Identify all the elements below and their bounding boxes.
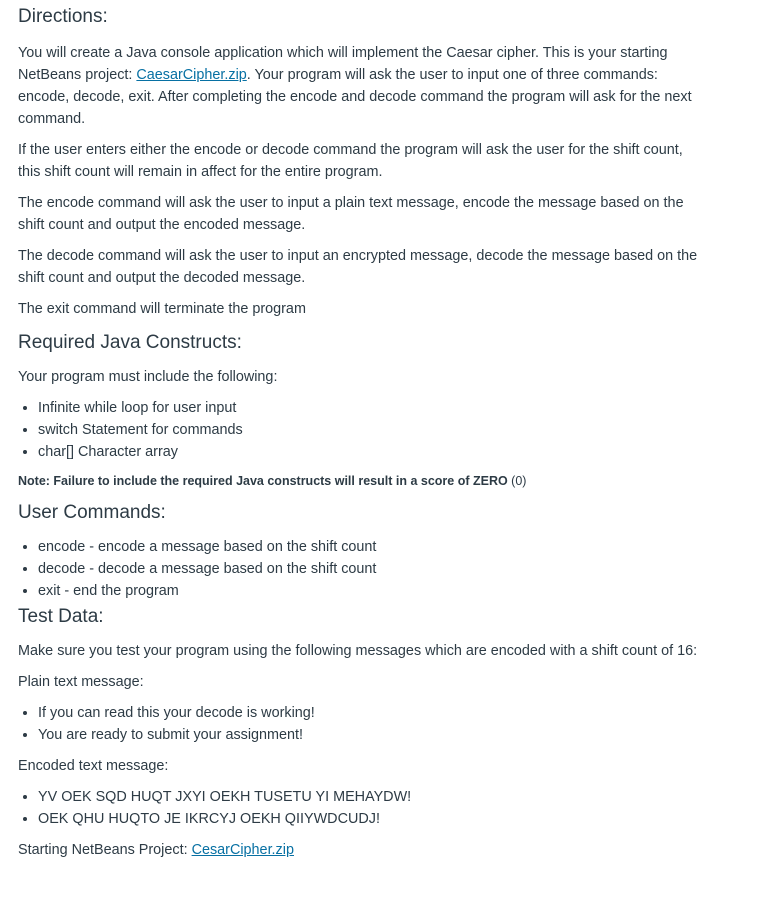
list-item: • encode - encode a message based on the shift count [38,536,698,558]
cesar-cipher-zip-link[interactable]: CesarCipher.zip [191,842,294,858]
list-item: • switch Statement for commands [38,419,698,441]
directions-paragraph-1 [18,42,698,130]
test-data-heading: Test Data: [18,606,104,627]
starting-project-label: Starting NetBeans Project: [18,842,192,858]
constructs-heading: Required Java Constructs: [18,332,242,353]
list-item: • If you can read this your decode is working! [38,702,698,724]
directions-heading: Directions: [18,6,108,27]
commands-list [18,536,698,602]
directions-p1-text: You will create a Java console application which will implement the Caesar cipher. This is your starting NetBeans project: [18,45,668,83]
list-item: • YV OEK SQD HUQT JXYI OEKH TUSETU YI MEHAYDW! [38,786,698,808]
caesar-cipher-zip-link[interactable]: CaesarCipher.zip [136,67,247,83]
list-item: • Infinite while loop for user input [38,397,698,419]
constructs-note-tail: (0) [507,474,527,488]
directions-paragraph-2: If the user enters either the encode or decode command the program will ask the user for the shift count, this shift count will remain in affect for the entire program. [18,142,683,180]
constructs-note-bold: Note: Failure to include the required Java constructs will result in a score of ZERO [18,474,508,488]
list-item: • decode - decode a message based on the shift count [38,558,698,580]
constructs-list [18,397,698,463]
list-item: • You are ready to submit your assignment! [38,724,698,746]
directions-paragraph-5: The exit command will terminate the program [18,301,306,317]
starting-project-line [18,839,698,861]
constructs-intro: Your program must include the following: [18,369,278,385]
list-item: • char[] Character array [38,441,698,463]
encoded-text-list [18,786,698,830]
directions-paragraph-4: The decode command will ask the user to input an encrypted message, decode the message based on the shift count and output the decoded message. [18,248,698,286]
commands-heading: User Commands: [18,502,166,523]
encoded-text-label: Encoded text message: [18,758,169,774]
list-item: • OEK QHU HUQTO JE IKRCYJ OEKH QIIYWDCUDJ! [38,808,698,830]
plain-text-list [18,702,698,746]
directions-paragraph-3: The encode command will ask the user to input a plain text message, encode the message based on the shift count and output the encoded message. [18,195,684,233]
plain-text-label: Plain text message: [18,674,144,690]
constructs-note [18,472,698,490]
list-item: • exit - end the program [38,580,698,602]
test-data-intro: Make sure you test your program using the following messages which are encoded with a shift count of 16: [18,643,698,659]
directions-p1-tail: . Your program will ask the user to input one of three commands: encode, decode, exit. After completing the encode and decode command the program will ask for the next command. [18,67,692,127]
